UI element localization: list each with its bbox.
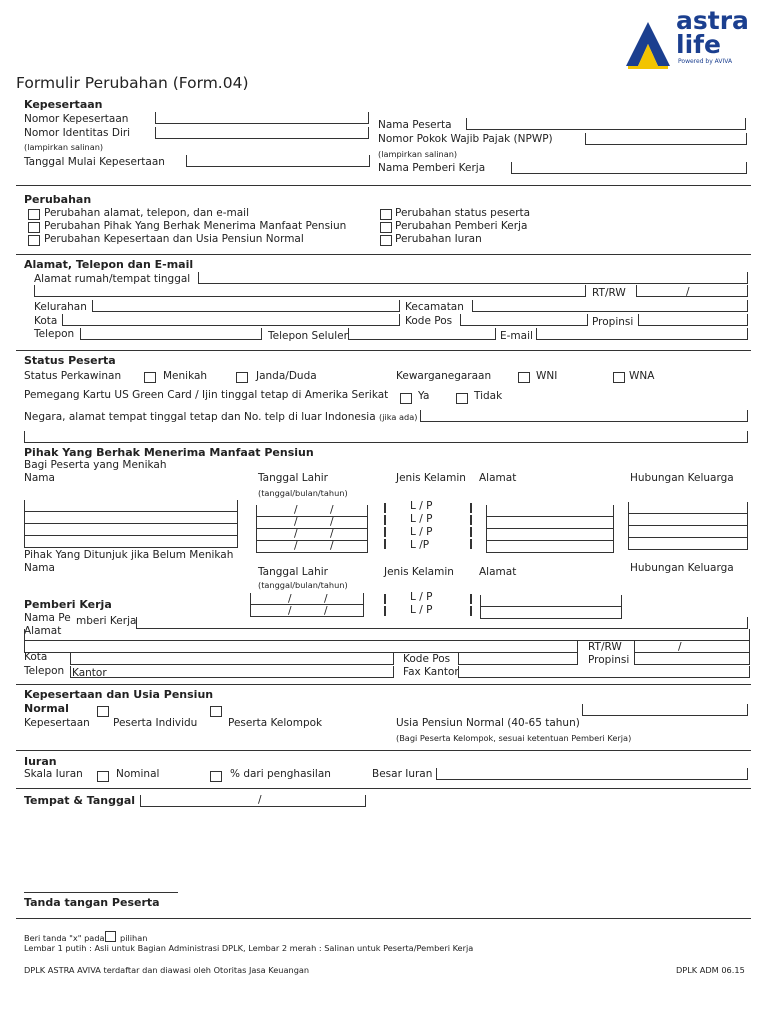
rt-rw-label: RT/RW — [592, 287, 626, 299]
tanggal-slash: / — [288, 593, 292, 605]
besar-iuran-field[interactable] — [436, 768, 748, 780]
pemberi-kantor-label: Kantor — [72, 667, 107, 679]
nomor-identitas-field[interactable] — [155, 127, 369, 139]
divider — [16, 350, 751, 351]
pihak-alamat-field-1[interactable] — [486, 505, 614, 517]
divider — [16, 750, 751, 751]
pihak-nama-field-1[interactable] — [24, 500, 238, 512]
divider — [16, 254, 751, 255]
pemberi-kota-field[interactable] — [70, 653, 394, 665]
npwp-label: Nomor Pokok Wajib Pajak (NPWP) — [378, 133, 553, 145]
perubahan-pihak-checkbox[interactable] — [28, 222, 40, 233]
email-field[interactable] — [536, 328, 748, 340]
perubahan-title: Perubahan — [24, 193, 92, 206]
divider — [16, 918, 751, 919]
green-card-tidak-checkbox[interactable] — [456, 393, 468, 404]
nama-pemberi-kerja-field[interactable] — [511, 162, 747, 174]
pemberi-telepon-field[interactable] — [70, 666, 394, 678]
pihak-hubungan-field-1[interactable] — [628, 502, 748, 514]
pemberi-kerja-title: Pemberi Kerja — [24, 598, 112, 611]
perubahan-status-checkbox[interactable] — [380, 209, 392, 220]
pihak2-format-tanggal: (tanggal/bulan/tahun) — [258, 580, 348, 590]
nomor-kepesertaan-label: Nomor Kepesertaan — [24, 113, 129, 125]
pihak-nama-field-3[interactable] — [24, 524, 238, 536]
pihak-format-tanggal: (tanggal/bulan/tahun) — [258, 488, 348, 498]
tanggal-slash: / — [324, 593, 328, 605]
kelurahan-field[interactable] — [92, 300, 400, 312]
pihak2-hubungan-label: Hubungan Keluarga — [630, 562, 734, 574]
pemberi-alamat-label: Alamat — [24, 625, 62, 637]
perubahan-kepesertaan-label: Perubahan Kepesertaan dan Usia Pensiun Normal — [44, 233, 304, 245]
row-separator — [470, 527, 472, 537]
nama-pe-label: Nama Pe — [24, 612, 71, 624]
tanggal-slash: / — [294, 540, 298, 552]
nama-pemberi-kerja-label: Nama Pemberi Kerja — [378, 162, 486, 174]
pihak2-alamat-label: Alamat — [479, 566, 517, 578]
kota-field[interactable] — [62, 314, 400, 326]
usia-pensiun-title-1: Kepesertaan dan Usia Pensiun — [24, 688, 214, 701]
perubahan-pihak-label: Perubahan Pihak Yang Berhak Menerima Manfaat Pensiun — [44, 220, 347, 232]
telepon-seluler-field[interactable] — [348, 328, 496, 340]
tanggal-slash: / — [330, 528, 334, 540]
pemberi-rt-rw-field[interactable] — [634, 641, 750, 653]
kewarganegaraan-label: Kewarganegaraan — [396, 370, 492, 382]
nominal-checkbox[interactable] — [97, 771, 109, 782]
pihak-tanggal-field-2[interactable] — [256, 517, 368, 529]
jenis-kelamin-option[interactable]: L / P — [410, 604, 433, 616]
row-separator — [384, 594, 386, 604]
usia-normal-label: Usia Pensiun Normal (40-65 tahun) — [396, 717, 580, 729]
tanggal-slash: / — [294, 516, 298, 528]
pihak-tanggal-lahir-label: Tanggal Lahir — [258, 472, 328, 484]
tanggal-mulai-field[interactable] — [186, 155, 370, 167]
tempat-tanggal-slash: / — [258, 794, 262, 806]
pemberi-propinsi-field[interactable] — [634, 653, 750, 665]
skala-iuran-label: Skala Iuran — [24, 768, 83, 780]
signature-line[interactable] — [24, 892, 178, 893]
wna-label: WNA — [629, 370, 655, 382]
beri-tanda-label: Beri tanda "x" pada — [24, 933, 105, 943]
row-separator — [470, 503, 472, 513]
pihak-hubungan-label: Hubungan Keluarga — [630, 472, 734, 484]
pemberi-rt-rw-label: RT/RW — [588, 641, 622, 653]
row-separator — [470, 594, 472, 604]
tanggal-slash: / — [330, 516, 334, 528]
kepesertaan-title: Kepesertaan — [24, 98, 103, 111]
persen-checkbox[interactable] — [210, 771, 222, 782]
perubahan-kepesertaan-checkbox[interactable] — [28, 235, 40, 246]
janda-duda-label: Janda/Duda — [256, 370, 317, 382]
besar-iuran-label: Besar Iuran — [372, 768, 433, 780]
wni-checkbox[interactable] — [518, 372, 530, 383]
menikah-label: Menikah — [163, 370, 208, 382]
pihak-nama-field-2[interactable] — [24, 512, 238, 524]
pihak-hubungan-field-3[interactable] — [628, 526, 748, 538]
rt-rw-field[interactable] — [636, 285, 748, 297]
row-separator — [384, 539, 386, 549]
status-title: Status Peserta — [24, 354, 116, 367]
perubahan-status-label: Perubahan status peserta — [395, 207, 531, 219]
brand-tagline: Powered by AVIVA — [678, 58, 733, 65]
peserta-individu-checkbox[interactable] — [97, 706, 109, 717]
perubahan-iuran-label: Perubahan Iuran — [395, 233, 482, 245]
kecamatan-label: Kecamatan — [405, 301, 464, 313]
tempat-tanggal-field[interactable] — [140, 795, 366, 807]
nama-peserta-label: Nama Peserta — [378, 119, 452, 131]
row-separator — [470, 606, 472, 616]
pemberi-kode-pos-label: Kode Pos — [403, 653, 451, 665]
brand-logo-mark — [624, 20, 672, 70]
pemberi-alamat-field[interactable] — [24, 629, 750, 641]
kode-pos-field[interactable] — [460, 314, 588, 326]
perubahan-alamat-checkbox[interactable] — [28, 209, 40, 220]
pihak-hubungan-field-2[interactable] — [628, 514, 748, 526]
pihak-alamat-field-4[interactable] — [486, 541, 614, 553]
jenis-kelamin-option[interactable]: L /P — [410, 539, 430, 551]
bagi-menikah-label: Bagi Peserta yang Menikah — [24, 459, 167, 471]
green-card-ya-label: Ya — [418, 390, 430, 402]
perubahan-alamat-label: Perubahan alamat, telepon, dan e-mail — [44, 207, 250, 219]
kode-pos-label: Kode Pos — [405, 315, 453, 327]
legend-checkbox — [105, 931, 116, 942]
usia-catatan: (Bagi Peserta Kelompok, sesuai ketentuan Pemberi Kerja) — [396, 733, 632, 743]
pihak2-jenis-kelamin-label: Jenis Kelamin — [384, 566, 454, 578]
pemberi-rt-rw-slash: / — [678, 641, 682, 653]
pihak-nama-field-4[interactable] — [24, 536, 238, 548]
pihak2-tanggal-lahir-label: Tanggal Lahir — [258, 566, 328, 578]
pemberi-alamat-field-2[interactable] — [24, 641, 578, 653]
pemberi-nama-field[interactable] — [136, 617, 748, 629]
telepon-seluler-label: Telepon Seluler — [268, 330, 348, 342]
divider — [16, 185, 751, 186]
pihak-alamat-field-2[interactable] — [486, 517, 614, 529]
propinsi-field[interactable] — [638, 314, 748, 326]
pemberi-telepon-label: Telepon — [24, 665, 65, 677]
lampirkan-label-1: (lampirkan salinan) — [24, 142, 104, 152]
negara-label — [24, 411, 417, 423]
alamat-title: Alamat, Telepon dan E-mail — [24, 258, 194, 271]
iuran-title: Iuran — [24, 755, 57, 768]
form-code: DPLK ADM 06.15 — [676, 965, 745, 975]
tanggal-slash: / — [294, 528, 298, 540]
lembar-info: Lembar 1 putih : Asli untuk Bagian Administrasi DPLK, Lembar 2 merah : Salinan untuk Peserta/Pemberi Kerja — [24, 943, 474, 953]
peserta-kelompok-checkbox[interactable] — [210, 706, 222, 717]
pihak2-alamat-field-1[interactable] — [480, 595, 622, 607]
pihak2-nama-label: Nama — [24, 562, 55, 574]
perubahan-pemberi-checkbox[interactable] — [380, 222, 392, 233]
lampirkan-label-2: (lampirkan salinan) — [378, 149, 458, 159]
usia-normal-field[interactable] — [582, 704, 748, 716]
alamat-rumah-label: Alamat rumah/tempat tinggal — [34, 273, 191, 285]
peserta-kelompok-label: Peserta Kelompok — [228, 717, 323, 729]
row-separator — [384, 606, 386, 616]
green-card-ya-checkbox[interactable] — [400, 393, 412, 404]
pemberi-propinsi-label: Propinsi — [588, 654, 630, 666]
brand-name-2: life — [676, 30, 721, 59]
green-card-label: Pemegang Kartu US Green Card / Ijin tinggal tetap di Amerika Serikat — [24, 389, 389, 401]
pemberi-kota-label: Kota — [24, 651, 48, 663]
tanggal-slash: / — [330, 504, 334, 516]
jenis-kelamin-option[interactable]: L / P — [410, 500, 433, 512]
status-perkawinan-label: Status Perkawinan — [24, 370, 122, 382]
wna-checkbox[interactable] — [613, 372, 625, 383]
row-separator — [384, 503, 386, 513]
pihak-tanggal-field-1[interactable] — [256, 505, 368, 517]
brand-name-1: astra — [676, 6, 749, 35]
divider — [16, 788, 751, 789]
pihak-title: Pihak Yang Berhak Menerima Manfaat Pensiun — [24, 446, 314, 459]
pihak-jenis-kelamin-label: Jenis Kelamin — [396, 472, 466, 484]
jika-ada-label: (jika ada) — [379, 412, 418, 422]
tanda-tangan-label: Tanda tangan Peserta — [24, 896, 160, 909]
tempat-tanggal-title: Tempat & Tanggal — [24, 794, 136, 807]
peserta-individu-label: Peserta Individu — [113, 717, 198, 729]
pihak2-tanggal-field-1[interactable] — [250, 593, 364, 605]
telepon-field[interactable] — [80, 328, 262, 340]
jenis-kelamin-option[interactable]: L / P — [410, 591, 433, 603]
negara-field[interactable] — [420, 410, 748, 422]
tanggal-slash: / — [288, 605, 292, 617]
row-separator — [384, 515, 386, 525]
perubahan-pemberi-label: Perubahan Pemberi Kerja — [395, 220, 528, 232]
divider — [16, 684, 751, 685]
pihak-nama-label: Nama — [24, 472, 55, 484]
pihak2-tanggal-field-2[interactable] — [250, 605, 364, 617]
email-label: E-mail — [500, 330, 533, 342]
kelurahan-label: Kelurahan — [34, 301, 87, 313]
kecamatan-field[interactable] — [472, 300, 748, 312]
belum-menikah-label: Pihak Yang Ditunjuk jika Belum Menikah — [24, 549, 234, 561]
row-separator — [470, 539, 472, 549]
nominal-label: Nominal — [116, 768, 160, 780]
persen-label: % dari penghasilan — [230, 768, 331, 780]
rt-rw-slash: / — [686, 286, 690, 298]
menikah-checkbox[interactable] — [144, 372, 156, 383]
pilihan-label: pilihan — [120, 933, 148, 943]
row-separator — [470, 515, 472, 525]
propinsi-label: Propinsi — [592, 316, 634, 328]
nomor-kepesertaan-field[interactable] — [155, 112, 369, 124]
pihak-alamat-label: Alamat — [479, 472, 517, 484]
janda-duda-checkbox[interactable] — [236, 372, 248, 383]
pemberi-kode-pos-field[interactable] — [458, 653, 578, 665]
nama-peserta-field[interactable] — [466, 118, 746, 130]
tanggal-slash: / — [294, 504, 298, 516]
jenis-kelamin-option[interactable]: L / P — [410, 513, 433, 525]
row-separator — [384, 527, 386, 537]
usia-pensiun-title-2: Normal — [24, 702, 69, 715]
perubahan-iuran-checkbox[interactable] — [380, 235, 392, 246]
pemberi-fax-field[interactable] — [458, 666, 750, 678]
tanggal-mulai-label: Tanggal Mulai Kepesertaan — [24, 156, 165, 168]
wni-label: WNI — [536, 370, 558, 382]
tanggal-slash: / — [324, 605, 328, 617]
kota-label: Kota — [34, 315, 58, 327]
tanggal-slash: / — [330, 540, 334, 552]
nomor-identitas-label: Nomor Identitas Diri — [24, 127, 131, 139]
negara-text: Negara, alamat tempat tinggal tetap dan No. telp di luar Indonesia — [24, 411, 376, 423]
dplk-info: DPLK ASTRA AVIVA terdaftar dan diawasi oleh Otoritas Jasa Keuangan — [24, 965, 310, 975]
alamat-rumah-field-2[interactable] — [34, 285, 586, 297]
pihak-tanggal-field-4[interactable] — [256, 541, 368, 553]
green-card-tidak-label: Tidak — [474, 390, 503, 402]
form-title: Formulir Perubahan (Form.04) — [16, 74, 249, 92]
pihak-tanggal-field-3[interactable] — [256, 529, 368, 541]
telepon-label: Telepon — [34, 328, 75, 340]
pemberi-fax-label: Fax Kantor — [403, 666, 459, 678]
pihak-hubungan-field-4[interactable] — [628, 538, 748, 550]
usia-kepesertaan-label: Kepesertaan — [24, 717, 90, 729]
alamat-rumah-field[interactable] — [198, 272, 748, 284]
npwp-field[interactable] — [585, 133, 747, 145]
negara-field-2[interactable] — [24, 431, 748, 443]
pihak-alamat-field-3[interactable] — [486, 529, 614, 541]
mberi-kerja-label: mberi Kerja — [76, 615, 137, 627]
jenis-kelamin-option[interactable]: L / P — [410, 526, 433, 538]
